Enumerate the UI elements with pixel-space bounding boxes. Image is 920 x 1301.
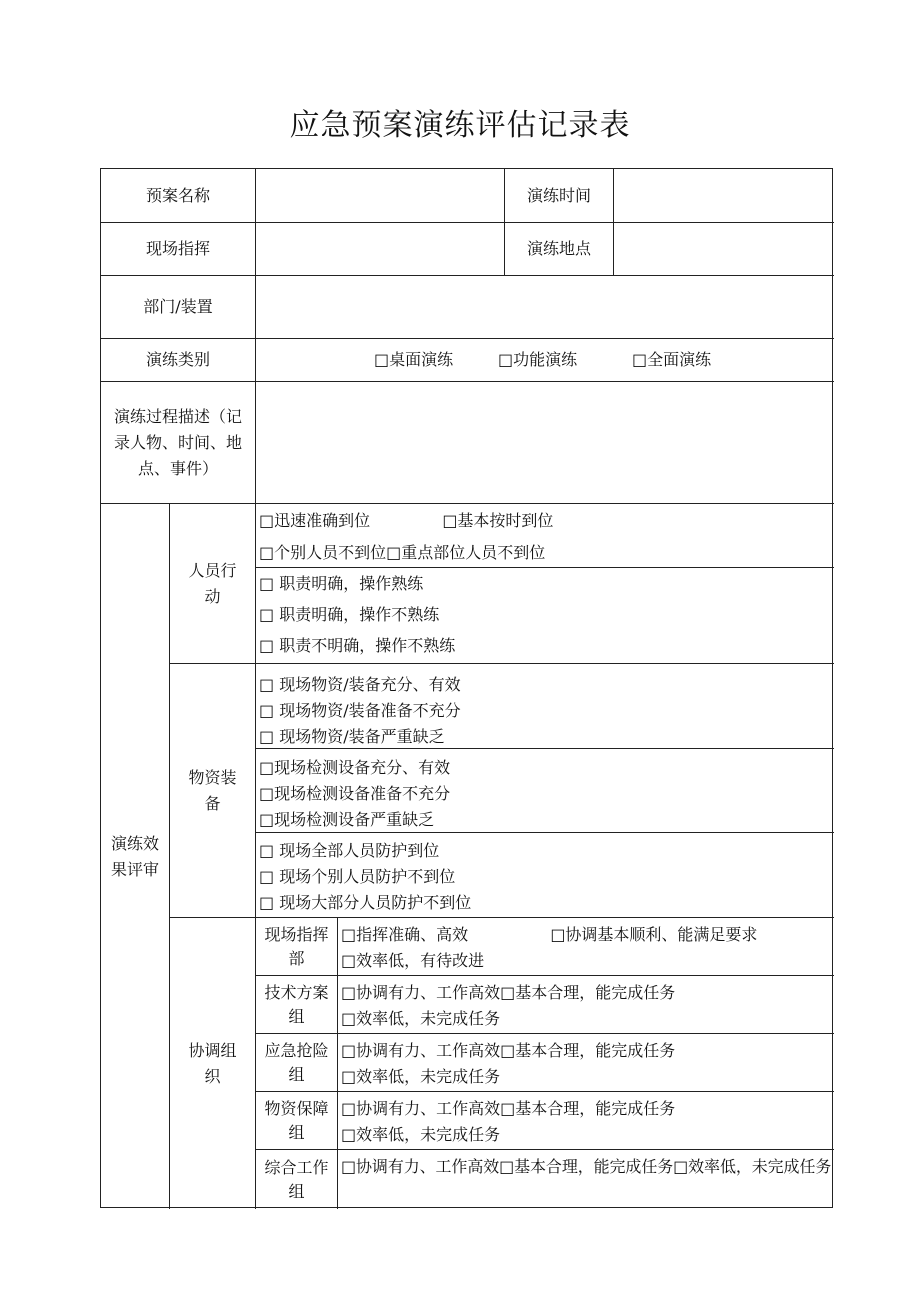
personnel-arrival-options [256,504,834,568]
personnel-duty-options [256,568,834,664]
checkbox-protection-most-missing[interactable]: □ 现场大部分人员防护不到位 [259,893,472,912]
group-supply-options [338,1092,834,1150]
checkbox-protection-partial[interactable]: □ 现场个别人员防护不到位 [259,867,456,886]
site-command-field[interactable] [256,223,505,276]
checkbox-quick-arrival[interactable]: □迅速准确到位 [259,511,371,530]
process-desc-field[interactable] [256,382,834,504]
checkbox-general-options[interactable]: □协调有力、工作高效□基本合理，能完成任务□效率低，未完成任务 [341,1157,832,1176]
checkbox-rescue-effective[interactable]: □协调有力、工作高效□基本合理，能完成任务 [341,1041,676,1060]
label-group-command: 现场指挥部 [256,918,338,976]
checkbox-command-accurate[interactable]: □指挥准确、高效 [341,925,469,944]
checkbox-command-smooth[interactable]: □协调基本顺利、能满足要求 [550,925,758,944]
group-command-options [338,918,834,976]
checkbox-technical-effective[interactable]: □协调有力、工作高效□基本合理，能完成任务 [341,983,676,1002]
label-coordination: 协调组织 [170,918,256,1209]
department-field[interactable] [256,276,834,339]
label-group-general: 综合工作组 [256,1150,338,1209]
label-materials: 物资装备 [170,664,256,918]
drill-location-field[interactable] [614,223,834,276]
checkbox-technical-inefficient[interactable]: □效率低，未完成任务 [341,1009,501,1028]
label-plan-name: 预案名称 [101,169,256,223]
label-personnel-action: 人员行动 [170,504,256,664]
checkbox-on-time-arrival[interactable]: □基本按时到位 [442,511,554,530]
checkbox-supply-lacking[interactable]: □ 现场物资/装备严重缺乏 [259,727,445,746]
label-department: 部门/装置 [101,276,256,339]
group-general-options [338,1150,834,1209]
checkbox-partial-arrival[interactable]: □个别人员不到位□重点部位人员不到位 [259,543,546,562]
checkbox-duty-clear-skilled[interactable]: □ 职责明确，操作熟练 [259,574,424,593]
materials-supply-options [256,664,834,749]
checkbox-duty-unclear-unskilled[interactable]: □ 职责不明确，操作不熟练 [259,636,456,655]
drill-type-options [256,339,834,382]
checkbox-detection-lacking[interactable]: □现场检测设备严重缺乏 [259,810,435,829]
materials-protection-options [256,833,834,918]
checkbox-command-inefficient[interactable]: □效率低，有待改进 [341,951,485,970]
label-group-supply: 物资保障组 [256,1092,338,1150]
label-group-technical: 技术方案组 [256,976,338,1034]
checkbox-supply-insufficient[interactable]: □ 现场物资/装备准备不充分 [259,701,461,720]
checkbox-functional[interactable]: □功能演练 [498,350,578,369]
form-title: 应急预案演练评估记录表 [289,108,631,143]
checkbox-supply-sufficient[interactable]: □ 现场物资/装备充分、有效 [259,675,461,694]
checkbox-supply-group-effective[interactable]: □协调有力、工作高效□基本合理，能完成任务 [341,1099,676,1118]
checkbox-duty-clear-unskilled[interactable]: □ 职责明确，操作不熟练 [259,605,440,624]
checkbox-detection-insufficient[interactable]: □现场检测设备准备不充分 [259,784,451,803]
plan-name-field[interactable] [256,169,505,223]
evaluation-table [100,168,833,1208]
label-drill-location: 演练地点 [505,223,614,276]
checkbox-rescue-inefficient[interactable]: □效率低，未完成任务 [341,1067,501,1086]
drill-time-field[interactable] [614,169,834,223]
checkbox-tabletop[interactable]: □桌面演练 [374,350,454,369]
label-drill-type: 演练类别 [101,339,256,382]
label-group-rescue: 应急抢险组 [256,1034,338,1092]
checkbox-protection-all[interactable]: □ 现场全部人员防护到位 [259,841,440,860]
group-technical-options [338,976,834,1034]
materials-detection-options [256,749,834,833]
checkbox-supply-group-inefficient[interactable]: □效率低，未完成任务 [341,1125,501,1144]
group-rescue-options [338,1034,834,1092]
checkbox-detection-sufficient[interactable]: □现场检测设备充分、有效 [259,758,451,777]
checkbox-full-scale[interactable]: □全面演练 [632,350,712,369]
label-effect-review: 演练效果评审 [101,504,170,1209]
label-site-command: 现场指挥 [101,223,256,276]
label-drill-time: 演练时间 [505,169,614,223]
label-process-desc: 演练过程描述（记录人物、时间、地点、事件） [101,382,256,504]
